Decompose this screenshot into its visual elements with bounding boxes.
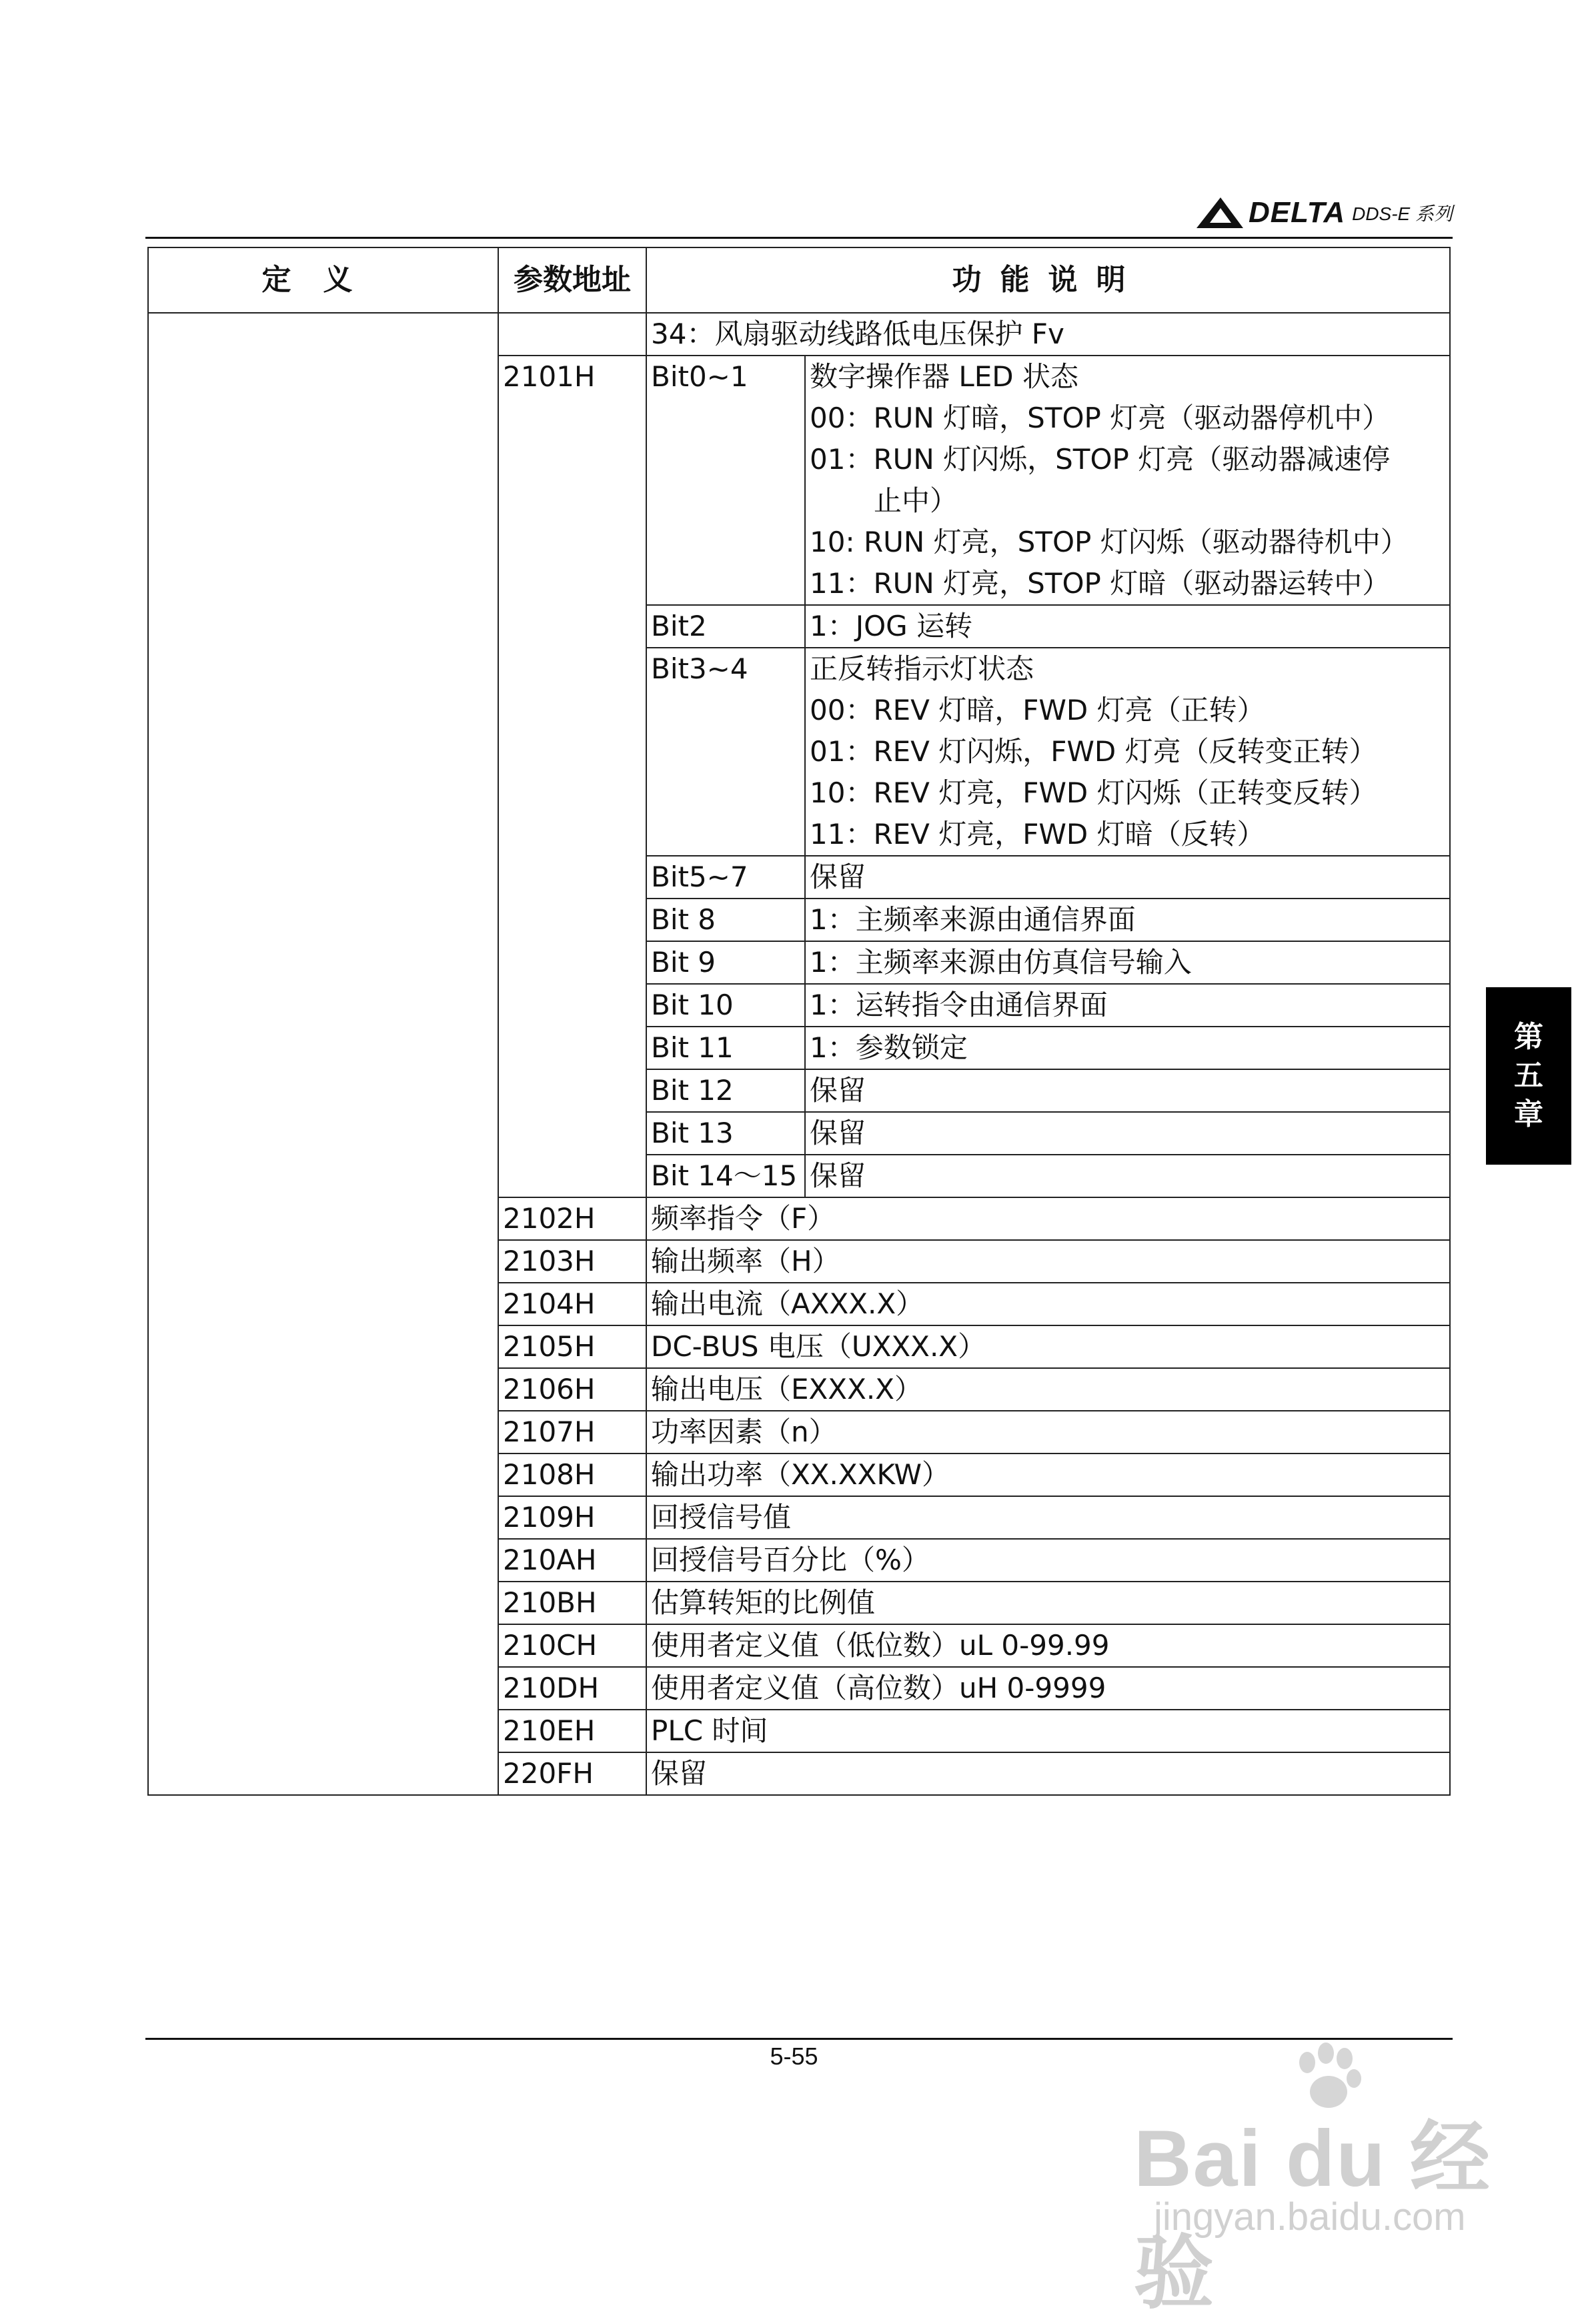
register-table [147,247,1451,1796]
bit-cell: Bit 14～15 [646,1155,805,1197]
address-cell: 210DH [498,1667,646,1710]
bit-description-cell [805,1112,1450,1155]
description-line: 01：REV 灯闪烁，FWD 灯亮（反转变正转） [810,735,1377,768]
function-cell: 保留 [646,1752,1450,1795]
description-line: 1：主频率来源由仿真信号输入 [810,946,1192,979]
bit-cell: Bit5~7 [646,856,805,899]
bit-description-cell [805,648,1450,856]
address-cell: 210AH [498,1539,646,1582]
function-cell: 功率因素（n） [646,1411,1450,1454]
bit-cell: Bit2 [646,605,805,648]
function-cell: 输出电流（AXXX.X） [646,1283,1450,1325]
function-cell: 回授信号百分比（%） [646,1539,1450,1582]
description-line: 保留 [810,1159,866,1192]
bit-cell: Bit 13 [646,1112,805,1155]
table-row [148,313,1450,356]
bit-description-cell [805,899,1450,941]
col-header-address: 参数地址 [498,247,646,313]
description-line: 正反转指示灯状态 [810,652,1034,685]
brand-name: DELTA [1248,196,1346,229]
bit-cell: Bit3~4 [646,648,805,856]
function-cell: 输出电压（EXXX.X） [646,1368,1450,1411]
address-cell: 2108H [498,1454,646,1496]
description-line: 00：REV 灯暗，FWD 灯亮（正转） [810,694,1265,726]
description-line: 1：参数锁定 [810,1031,968,1064]
definition-cell [148,313,498,1795]
bit-description-cell [805,1069,1450,1112]
description-line: 数字操作器 LED 状态 [810,360,1078,393]
address-cell [498,313,646,356]
bit-cell: Bit 12 [646,1069,805,1112]
bit-description-cell [805,1027,1450,1069]
function-cell: 输出频率（H） [646,1240,1450,1283]
function-cell: DC-BUS 电压（UXXX.X） [646,1325,1450,1368]
chapter-tab-char: 章 [1514,1097,1543,1131]
address-cell: 2103H [498,1240,646,1283]
description-line: 00：RUN 灯暗，STOP 灯亮（驱动器停机中） [810,402,1391,434]
description-line: 01：RUN 灯闪烁，STOP 灯亮（驱动器减速停 [810,443,1391,476]
address-cell: 210BH [498,1582,646,1624]
function-cell: 使用者定义值（低位数）uL 0-99.99 [646,1624,1450,1667]
address-cell: 2107H [498,1411,646,1454]
bit-description-cell [805,356,1450,605]
address-cell: 210EH [498,1710,646,1752]
delta-triangle-icon [1195,196,1245,229]
bit-description-cell [805,605,1450,648]
address-cell: 2105H [498,1325,646,1368]
bit-cell: Bit 11 [646,1027,805,1069]
bit-cell: Bit0~1 [646,356,805,605]
header-rule [145,237,1453,239]
bit-cell: Bit 8 [646,899,805,941]
description-line: 保留 [810,860,866,893]
function-cell: PLC 时间 [646,1710,1450,1752]
delta-logo [1195,196,1453,229]
chapter-tab-char: 五 [1514,1059,1543,1093]
bit-description-cell [805,941,1450,984]
function-cell: 输出功率（XX.XXKW） [646,1454,1450,1496]
function-cell: 频率指令（F） [646,1197,1450,1240]
chapter-tab [1486,987,1571,1165]
address-cell: 2102H [498,1197,646,1240]
baidu-watermark [1134,2041,1507,2318]
address-cell: 2106H [498,1368,646,1411]
bit-description-cell [805,1155,1450,1197]
address-cell: 2101H [498,356,646,1197]
function-cell: 34：风扇驱动线路低电压保护 Fv [646,313,1450,356]
function-cell: 回授信号值 [646,1496,1450,1539]
function-cell: 使用者定义值（高位数）uH 0-9999 [646,1667,1450,1710]
address-cell: 2109H [498,1496,646,1539]
bit-cell: Bit 10 [646,984,805,1027]
description-line: 止中） [874,484,958,517]
watermark-text: Bai du 经验 [1134,2114,1492,2318]
description-line: 11：REV 灯亮，FWD 灯暗（反转） [810,818,1265,850]
footer-rule [145,2038,1453,2040]
page-number: 5-55 [770,2043,818,2070]
page-header [145,193,1453,240]
series-name: DDS-E 系列 [1352,203,1453,224]
description-line: 1：运转指令由通信界面 [810,989,1108,1021]
col-header-function: 功能说明 [646,247,1450,313]
description-line: 1：JOG 运转 [810,610,973,642]
description-line: 10: RUN 灯亮，STOP 灯闪烁（驱动器待机中） [810,526,1409,558]
bit-description-cell [805,984,1450,1027]
bit-cell: Bit 9 [646,941,805,984]
description-line: 11：RUN 灯亮，STOP 灯暗（驱动器运转中） [810,567,1391,600]
description-line: 保留 [810,1074,866,1107]
address-cell: 2104H [498,1283,646,1325]
watermark-url: jingyan.baidu.com [1154,2195,1466,2239]
description-line: 保留 [810,1117,866,1149]
address-cell: 210CH [498,1624,646,1667]
table-header-row [148,247,1450,313]
description-line: 1：主频率来源由通信界面 [810,903,1136,936]
chapter-tab-char: 第 [1514,1020,1543,1054]
col-header-definition: 定义 [148,247,498,313]
bit-description-cell [805,856,1450,899]
address-cell: 220FH [498,1752,646,1795]
description-line: 10：REV 灯亮，FWD 灯闪烁（正转变反转） [810,776,1377,809]
function-cell: 估算转矩的比例值 [646,1582,1450,1624]
